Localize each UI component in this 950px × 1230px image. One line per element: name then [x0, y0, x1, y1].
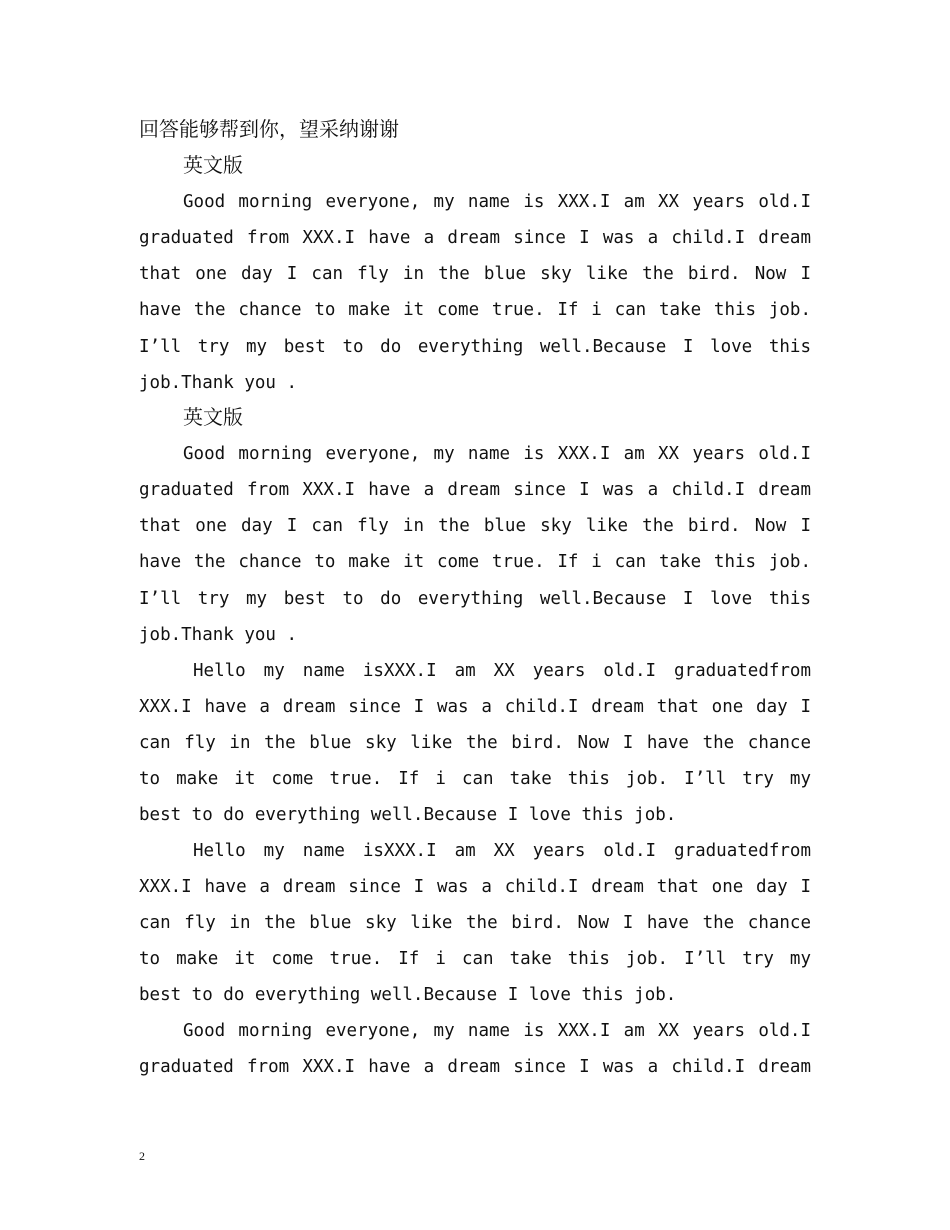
text-line: to make it come true. If i can take this job. I’ll try my — [139, 769, 811, 789]
text-line: Good morning everyone, my name is XXX.I am XX years old.I — [183, 1021, 811, 1041]
text-line: job.Thank you . — [139, 625, 298, 645]
text-line: can fly in the blue sky like the bird. Now I have the chance — [139, 733, 811, 753]
text-line: XXX.I have a dream since I was a child.I dream that one day I — [139, 877, 811, 897]
section-heading: 英文版 — [183, 405, 243, 429]
text-line: have the chance to make it come true. If i can take this job. — [139, 552, 811, 572]
text-line: I’ll try my best to do everything well.Because I love this — [139, 337, 811, 357]
text-line: best to do everything well.Because I love this job. — [139, 805, 677, 825]
text-line: graduated from XXX.I have a dream since I was a child.I dream — [139, 228, 811, 248]
text-line: best to do everything well.Because I love this job. — [139, 985, 677, 1005]
text-line: that one day I can fly in the blue sky like the bird. Now I — [139, 516, 811, 536]
text-line: graduated from XXX.I have a dream since I was a child.I dream — [139, 480, 811, 500]
text-line: Hello my name isXXX.I am XX years old.I graduatedfrom — [193, 841, 811, 861]
text-line: can fly in the blue sky like the bird. Now I have the chance — [139, 913, 811, 933]
text-line: Hello my name isXXX.I am XX years old.I graduatedfrom — [193, 661, 811, 681]
text-line: have the chance to make it come true. If i can take this job. — [139, 300, 811, 320]
section-heading: 英文版 — [183, 153, 243, 177]
text-line: that one day I can fly in the blue sky like the bird. Now I — [139, 264, 811, 284]
text-line: I’ll try my best to do everything well.Because I love this — [139, 589, 811, 609]
text-line: Good morning everyone, my name is XXX.I am XX years old.I — [183, 444, 811, 464]
text-line: job.Thank you . — [139, 373, 298, 393]
text-line: graduated from XXX.I have a dream since I was a child.I dream — [139, 1057, 811, 1077]
page-number: 2 — [139, 1149, 145, 1163]
text-line: 回答能够帮到你，望采纳谢谢 — [139, 117, 399, 141]
text-line: XXX.I have a dream since I was a child.I dream that one day I — [139, 697, 811, 717]
text-line: Good morning everyone, my name is XXX.I am XX years old.I — [183, 192, 811, 212]
text-line: to make it come true. If i can take this job. I’ll try my — [139, 949, 811, 969]
